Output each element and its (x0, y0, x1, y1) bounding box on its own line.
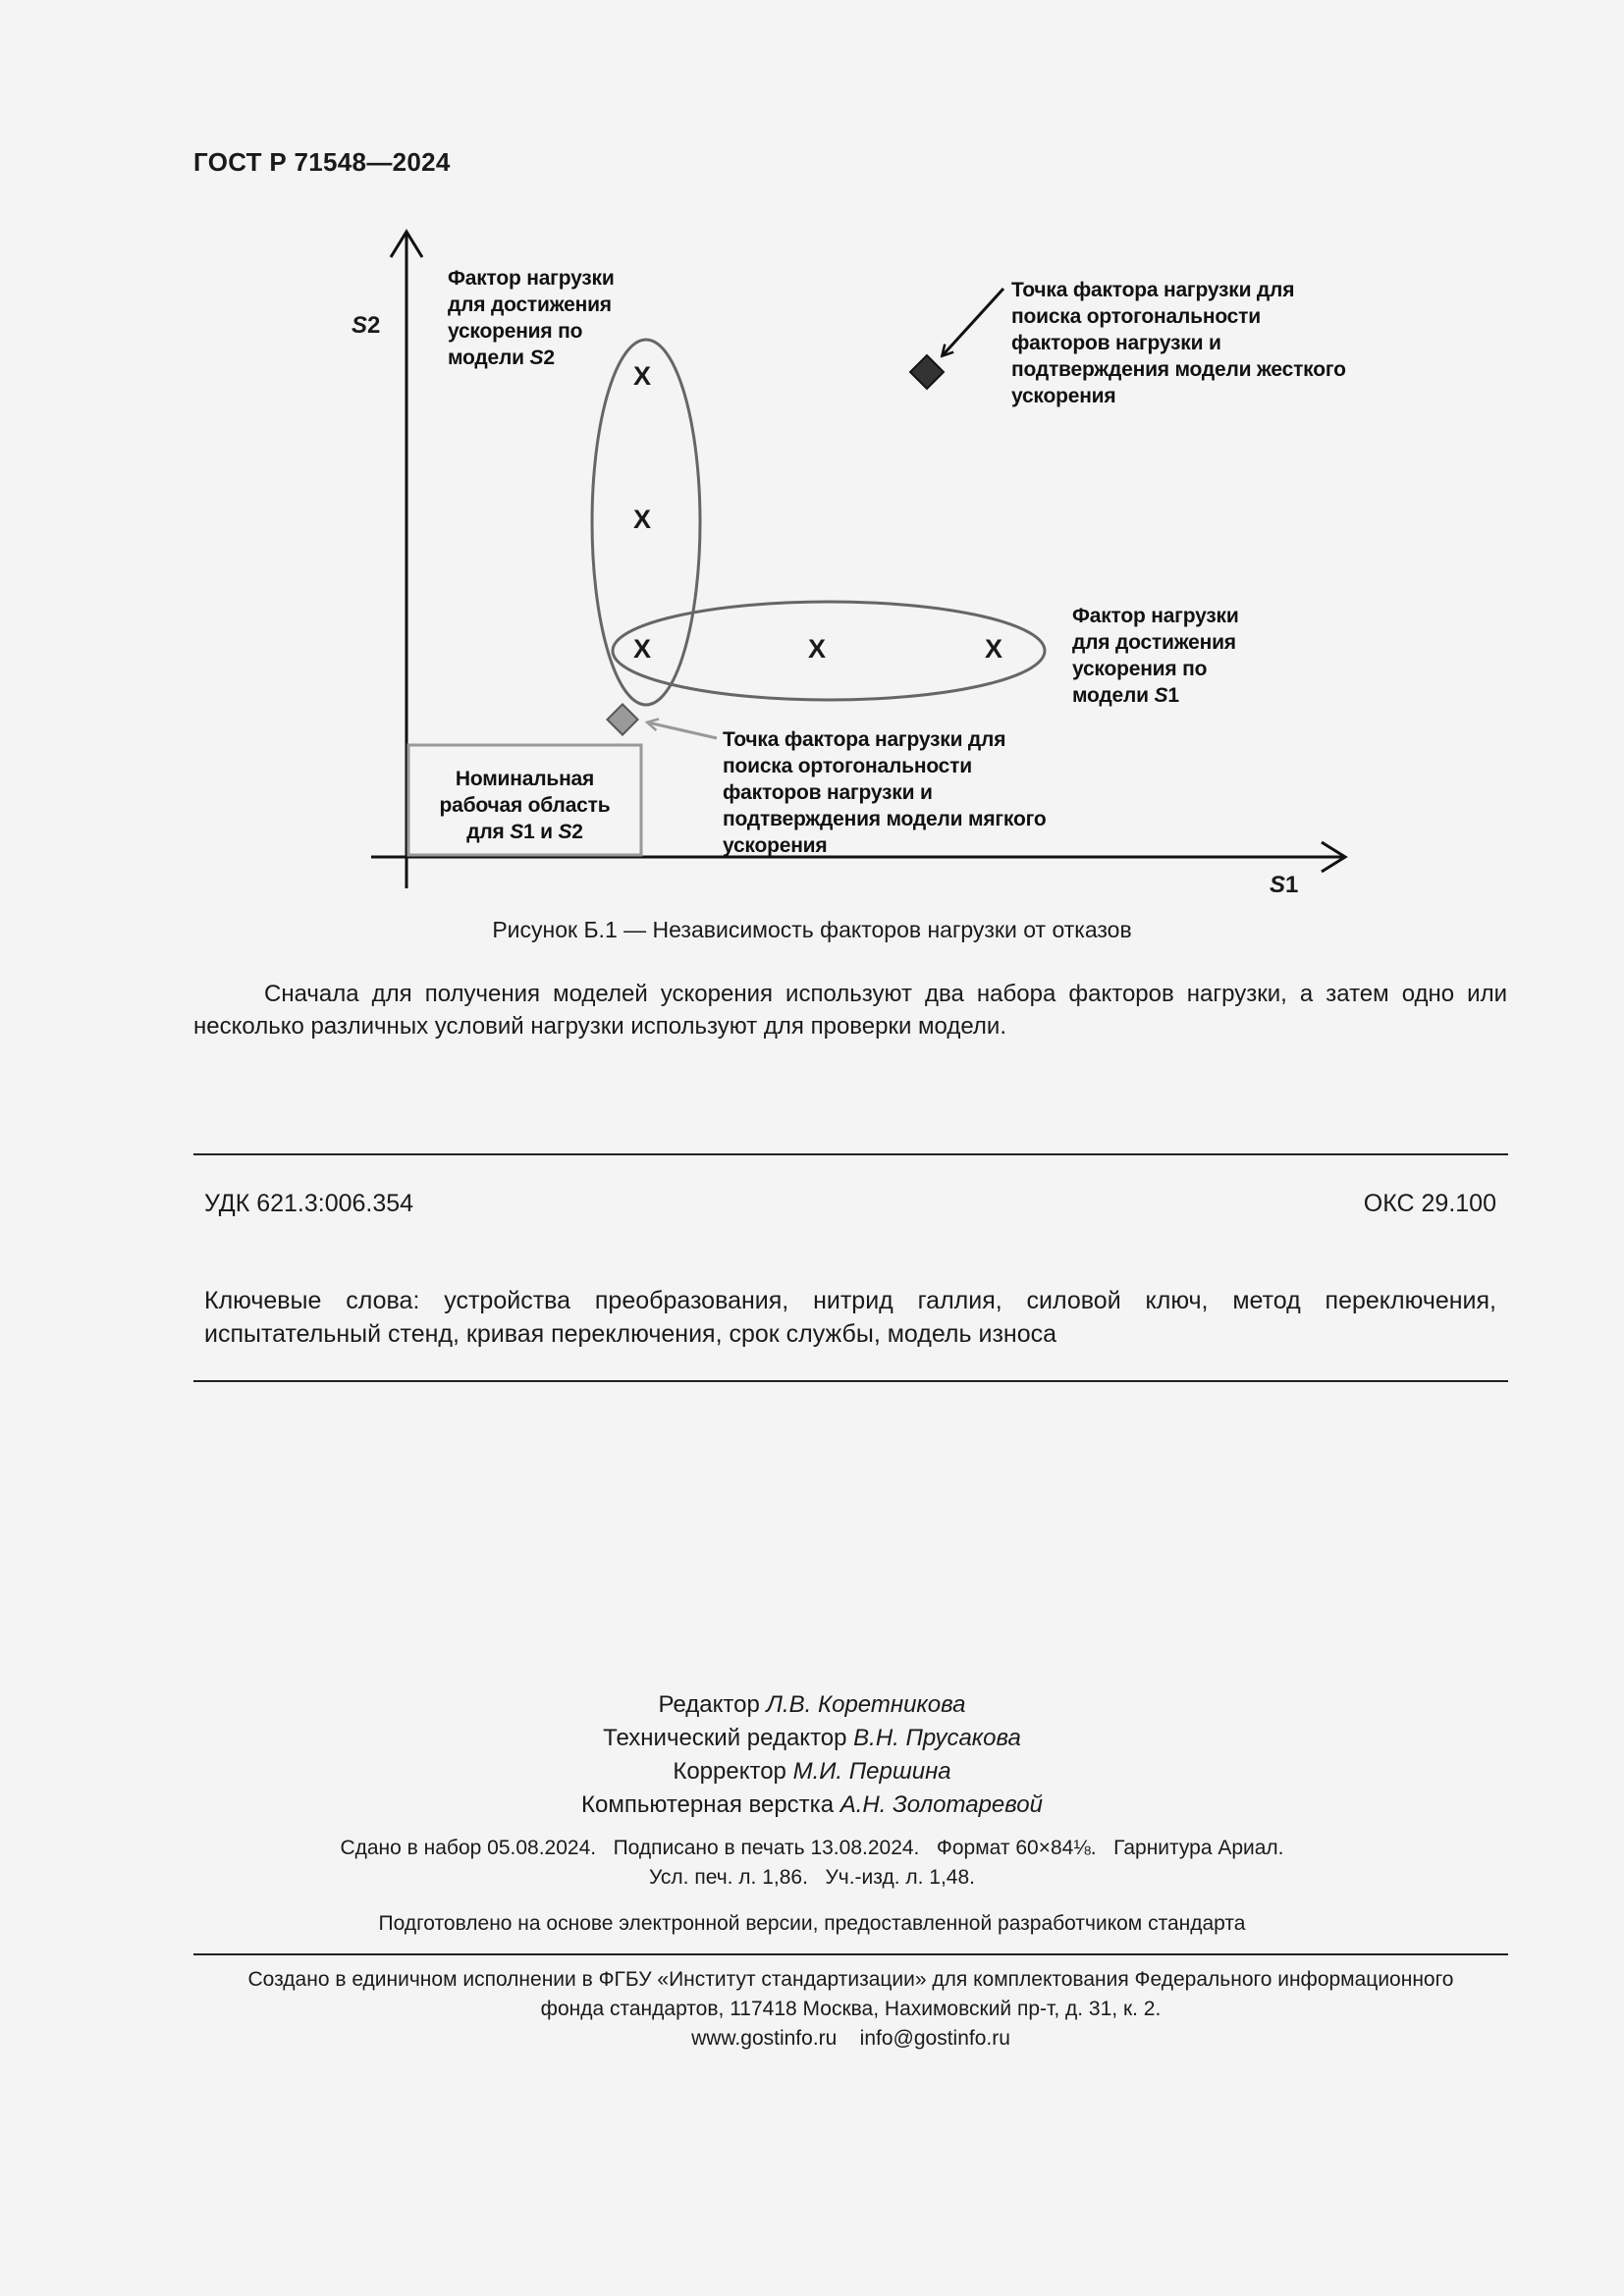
oks-code: ОКС 29.100 (1363, 1190, 1496, 1217)
hard-point-diamond (910, 355, 944, 389)
body-paragraph: Сначала для получения моделей ускорения используют два набора факторов нагрузки, а затем одно или несколько различных условий нагрузки используют для проверки модели. (193, 981, 1507, 1040)
keywords: Ключевые слова: устройства преобразования, нитрид галлия, силовой ключ, метод переключения, испытательный стенд, кривая переключения, срок службы, модель износа (204, 1287, 1496, 1348)
credit-tech-editor: Технический редактор В.Н. Прусакова (603, 1725, 1021, 1751)
divider-keywords (193, 1380, 1508, 1382)
credit-layout: Компьютерная верстка А.Н. Золотаревой (581, 1791, 1043, 1818)
s1-test-point-mark: X (808, 634, 827, 664)
hard-point-label: Точка фактора нагрузки для поиска ортогональности факторов нагрузки и подтверждения модели жесткого ускорения (1011, 279, 1346, 407)
credit-corrector: Корректор М.И. Першина (673, 1758, 951, 1785)
x-axis-label: S1 (1270, 872, 1299, 898)
soft-point-arrow (648, 722, 717, 738)
divider-bottom (193, 1953, 1508, 1955)
credit-editor: Редактор Л.В. Коретникова (658, 1691, 966, 1718)
s1-test-point-mark: X (985, 634, 1003, 664)
nominal-region-label: Номинальная рабочая область для S1 и S2 (439, 768, 611, 843)
soft-point-diamond (607, 704, 637, 734)
s1-factor-label: Фактор нагрузки для достижения ускорения по модели S1 (1072, 605, 1239, 707)
s2-test-point-mark: X (633, 505, 652, 534)
divider-top (193, 1153, 1508, 1155)
shared-test-point-mark: X (633, 634, 652, 664)
y-axis-label: S2 (352, 312, 381, 339)
s2-factor-label: Фактор нагрузки для достижения ускорения по модели S2 (448, 267, 615, 369)
prepared-note: Подготовлено на основе электронной версии, предоставленной разработчиком стандарта (378, 1912, 1246, 1935)
s2-test-point-mark: X (633, 361, 652, 391)
standard-header: ГОСТ Р 71548—2024 (193, 147, 451, 177)
imprint-block: Создано в единичном исполнении в ФГБУ «Институт стандартизации» для комплектования Федерального информационного фонда стандартов, 117418 Москва, Нахимовский пр-т, д. 31, к. 2. www.gostinfo.ru info@gostinfo.ru (247, 1968, 1454, 2050)
udk-code: УДК 621.3:006.354 (204, 1190, 414, 1217)
figure-caption: Рисунок Б.1 — Независимость факторов нагрузки от отказов (492, 917, 1132, 942)
soft-point-label: Точка фактора нагрузки для поиска ортогональности факторов нагрузки и подтверждения модели мягкого ускорения (723, 728, 1047, 857)
hard-point-arrow (943, 289, 1003, 355)
credits-block (0, 1688, 1624, 1822)
publication-details: Сдано в набор 05.08.2024. Подписано в печать 13.08.2024. Формат 60×84⅛. Гарнитура Ариал. Усл. печ. л. 1,86. Уч.-изд. л. 1,48. (340, 1837, 1284, 1889)
s1-factor-ellipse (613, 602, 1045, 700)
